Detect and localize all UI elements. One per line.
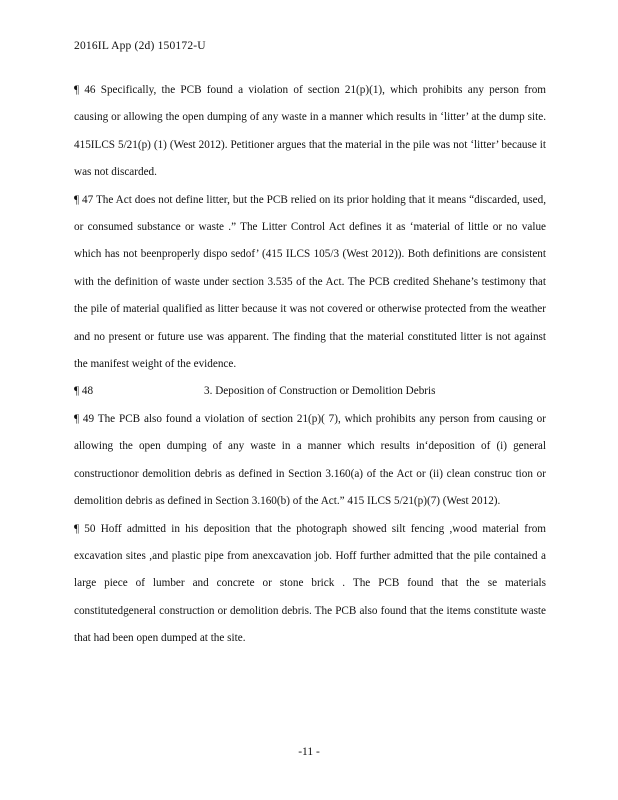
document-body [74,77,546,653]
paragraph-46: ¶ 46 Specifically, the PCB found a violation of section 21(p)(1), which prohibits any person from causing or allowing the open dumping of any waste in a manner which results in ‘litter’ at the dump site. 415ILCS 5/21(p) (1) (West 2012). Petitioner argues that the material in the pile was not ‘litter’ because it was not discarded. [74,84,546,179]
paragraph-47: ¶ 47 The Act does not define litter, but the PCB relied on its prior holding that it means “discarded, used, or consumed substance or waste .” The Litter Control Act defines it as ‘material of little or no value which has not beenproperly dispo sedof’ (415 ILCS 105/3 (West 2012)). Both definitions are consistent with the definition of waste under section 3.535 of the Act. The PCB credited Shehane’s testimony that the pile of material qualified as litter because it was not covered or otherwise protected from the weather and no present or future use was apparent. The finding that the material constituted litter is not against the manifest weight of the evidence. [74,193,546,371]
paragraph-48-number: ¶ 48 [74,385,94,398]
paragraph-50: ¶ 50 Hoff admitted in his deposition that the photograph showed silt fencing ,wood material from excavation sites ,and plastic pipe from anexcavation job. Hoff further admitted that the pile contained a large piece of lumber and concrete or stone brick . The PCB found that the se materials constitutedgeneral construction or demolition debris. The PCB also found that the items constitute waste that had been open dumped at the site. [74,522,546,645]
page-number: -11 - [298,746,320,758]
section-heading-title: 3. Deposition of Construction or Demolition Debris [204,385,436,398]
case-citation-header: 2016IL App (2d) 150172-U [74,40,206,52]
section-heading [74,378,546,405]
paragraph-49: ¶ 49 The PCB also found a violation of section 21(p)( 7), which prohibits any person from causing or allowing the open dumping of any waste in a manner which results in‘deposition of (i) general constructionor demolition debris as defined in Section 3.160(a) of the Act or (ii) clean construc tion or demolition debris as defined in Section 3.160(b) of the Act.” 415 ILCS 5/21(p)(7) (West 2012). [74,412,546,508]
